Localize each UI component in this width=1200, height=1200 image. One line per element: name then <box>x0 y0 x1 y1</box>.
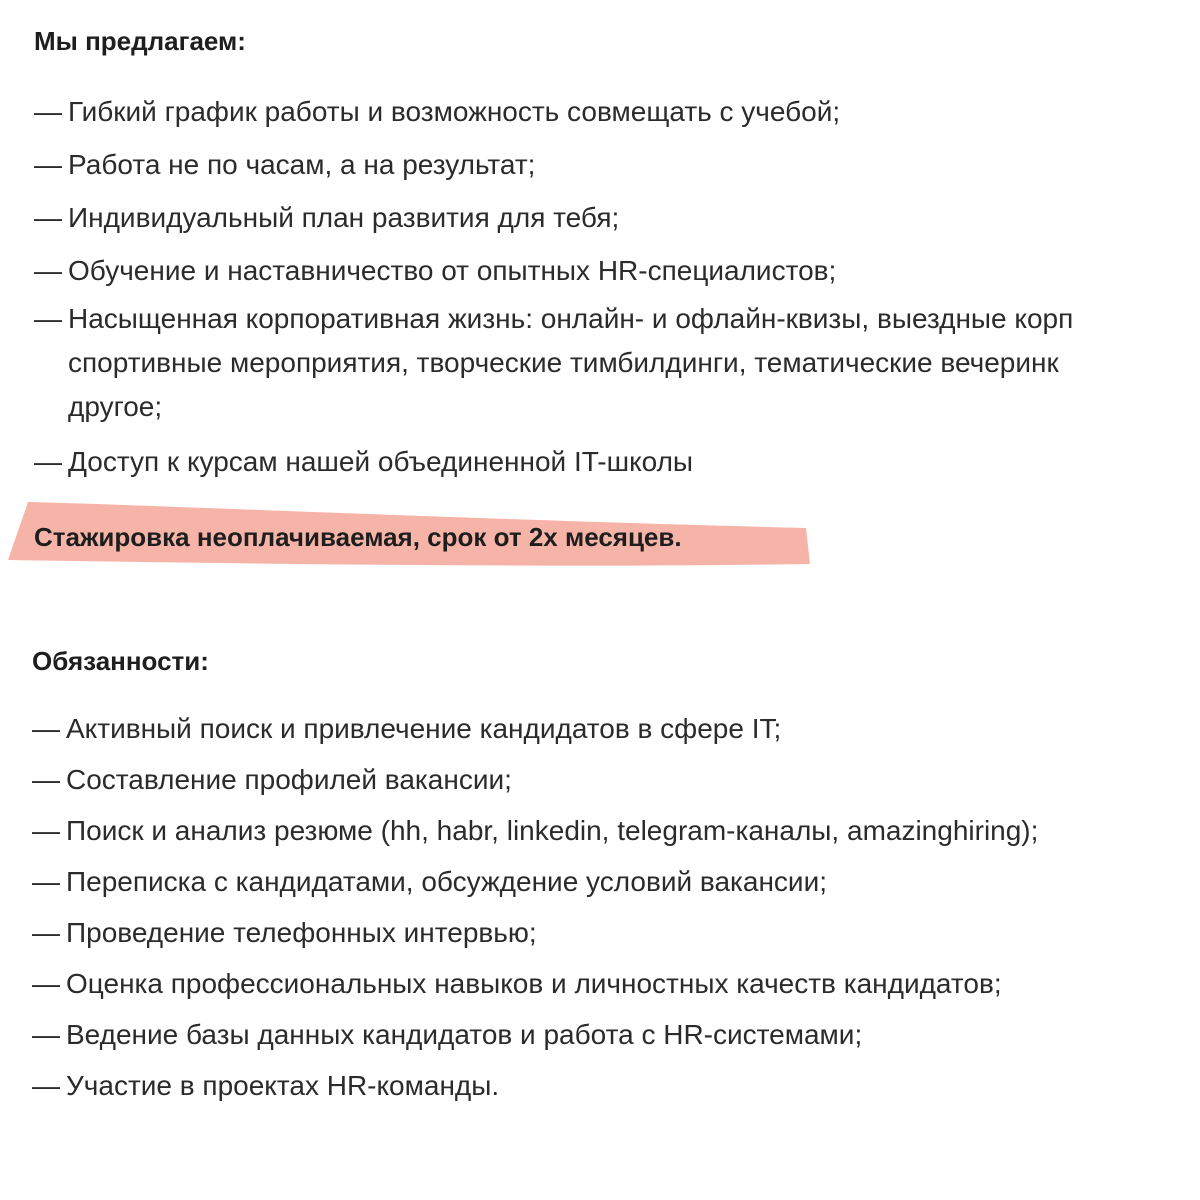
list-item <box>34 244 1200 297</box>
dash-bullet: — <box>32 713 60 744</box>
duty-item: Ведение базы данных кандидатов и работа с HR-системами; <box>66 1019 863 1050</box>
duties-list <box>32 703 1200 1111</box>
dash-bullet: — <box>32 1070 60 1101</box>
list-item <box>34 85 1200 138</box>
dash-bullet: — <box>32 866 60 897</box>
dash-bullet: — <box>34 149 62 180</box>
offers-title: Мы предлагаем: <box>34 26 246 56</box>
offer-corporate-life-line-3: другое; <box>68 391 163 422</box>
list-item <box>32 1060 1200 1111</box>
duty-item: Поиск и анализ резюме (hh, habr, linkedin, telegram-каналы, amazinghiring); <box>66 815 1039 846</box>
list-item <box>34 435 1200 488</box>
duty-item: Составление профилей вакансии; <box>66 764 512 795</box>
dash-bullet: — <box>32 815 60 846</box>
dash-bullet: — <box>34 202 62 233</box>
list-item <box>34 138 1200 191</box>
offer-development-plan: Индивидуальный план развития для тебя; <box>68 202 620 233</box>
offer-result-based: Работа не по часам, а на результат; <box>68 149 536 180</box>
dash-bullet: — <box>34 255 62 286</box>
list-item <box>32 754 1200 805</box>
offer-corporate-life <box>34 297 1200 429</box>
dash-bullet: — <box>34 446 62 477</box>
list-item <box>34 191 1200 244</box>
dash-bullet: — <box>32 917 60 948</box>
list-item <box>32 703 1200 754</box>
offer-flexible-schedule: Гибкий график работы и возможность совмещать с учебой; <box>68 96 841 127</box>
list-item <box>32 958 1200 1009</box>
dash-bullet: — <box>34 96 62 127</box>
offers-list <box>34 85 1200 488</box>
duty-item: Оценка профессиональных навыков и личностных качеств кандидатов; <box>66 968 1002 999</box>
offer-it-school <box>34 435 1200 488</box>
offer-mentorship: Обучение и наставничество от опытных HR-специалистов; <box>68 255 837 286</box>
list-item <box>32 805 1200 856</box>
offer-corporate-life-line-1: Насыщенная корпоративная жизнь: онлайн- и офлайн-квизы, выездные корп <box>68 303 1074 334</box>
list-item <box>34 297 1200 435</box>
duty-item: Активный поиск и привлечение кандидатов в сфере IT; <box>66 713 782 744</box>
duty-item: Проведение телефонных интервью; <box>66 917 537 948</box>
duties-title: Обязанности: <box>32 646 209 676</box>
internship-note: Стажировка неоплачиваемая, срок от 2х месяцев. <box>34 522 682 552</box>
list-item <box>32 856 1200 907</box>
duty-item: Переписка с кандидатами, обсуждение условий вакансии; <box>66 866 827 897</box>
dash-bullet: — <box>32 968 60 999</box>
dash-bullet: — <box>32 764 60 795</box>
list-item <box>32 1009 1200 1060</box>
duty-item: Участие в проектах HR-команды. <box>66 1070 500 1101</box>
dash-bullet: — <box>34 303 62 334</box>
list-item <box>32 907 1200 958</box>
offer-it-school-text: Доступ к курсам нашей объединенной IT-школы <box>68 446 694 477</box>
redacted-area <box>701 453 911 475</box>
offer-corporate-life-line-2: спортивные мероприятия, творческие тимбилдинги, тематические вечеринк <box>68 347 1059 378</box>
dash-bullet: — <box>32 1019 60 1050</box>
